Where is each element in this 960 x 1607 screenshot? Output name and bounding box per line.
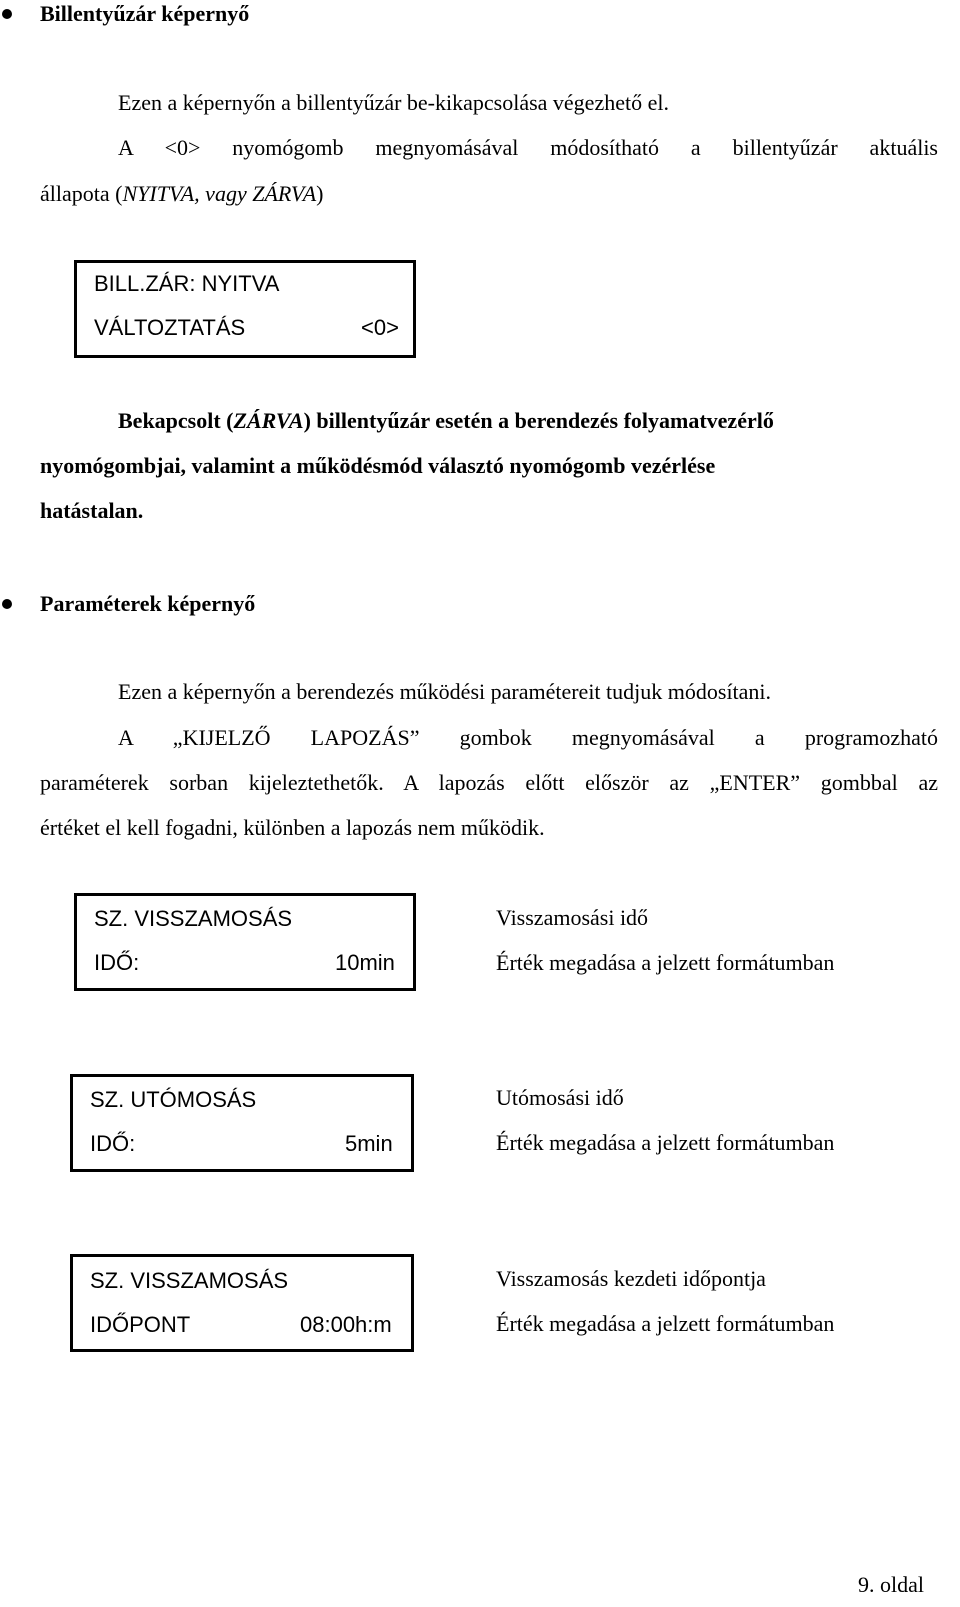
display-screen [74, 893, 416, 991]
display-label: IDŐPONT [90, 1312, 191, 1337]
paragraph-intro: Ezen a képernyőn a billentyűzár be-kikapcsolása végezhető el. [118, 90, 669, 115]
display-line: SZ. VISSZAMOSÁS [90, 1268, 289, 1293]
display-value: 5min [345, 1131, 393, 1156]
display-line: BILL.ZÁR: NYITVA [94, 271, 280, 296]
screen-description-title: Visszamosás kezdeti időpontja [496, 1266, 766, 1291]
bullet-icon [2, 9, 12, 19]
note-line: nyomógombjai, valamint a működésmód választó nyomógomb vezérlése [40, 453, 716, 478]
section-heading-keylock: Billentyűzár képernyő [40, 1, 250, 26]
note-line: Bekapcsolt (ZÁRVA) billentyűzár esetén a berendezés folyamatvezérlő [118, 408, 774, 433]
display-line: SZ. VISSZAMOSÁS [94, 906, 293, 931]
screen-description-text: Érték megadása a jelzett formátumban [496, 1130, 835, 1155]
paragraph-line: A „KIJELZŐ LAPOZÁS” gombok megnyomásával a programozható [118, 725, 938, 750]
paragraph-line: paraméterek sorban kijeleztethetők. A lapozás előtt először az „ENTER” gombbal az [40, 770, 938, 795]
display-screen [70, 1254, 414, 1352]
paragraph-line: A <0> nyomógomb megnyomásával módosítható a billentyűzár aktuális [118, 135, 938, 160]
display-value: <0> [361, 315, 399, 340]
display-screen [74, 260, 416, 358]
bullet-icon [2, 599, 12, 609]
screen-description-title: Utómosási idő [496, 1085, 624, 1110]
paragraph-line: értéket el kell fogadni, különben a lapozás nem működik. [40, 815, 545, 840]
screen-description-title: Visszamosási idő [496, 905, 649, 930]
paragraph-intro: Ezen a képernyőn a berendezés működési paramétereit tudjuk módosítani. [118, 679, 772, 704]
display-value: 08:00h:m [300, 1312, 392, 1337]
note-line: hatástalan. [40, 498, 144, 523]
paragraph-line: állapota (NYITVA, vagy ZÁRVA) [40, 181, 324, 206]
display-screen [70, 1074, 414, 1172]
screen-description-text: Érték megadása a jelzett formátumban [496, 950, 835, 975]
screen-description-text: Érték megadása a jelzett formátumban [496, 1311, 835, 1336]
page-number: 9. oldal [858, 1572, 924, 1597]
section-heading-parameters: Paraméterek képernyő [40, 591, 256, 616]
display-label: IDŐ: [90, 1131, 136, 1156]
display-value: 10min [335, 950, 395, 975]
display-label: VÁLTOZTATÁS [94, 315, 246, 340]
display-label: IDŐ: [94, 950, 140, 975]
display-line: SZ. UTÓMOSÁS [90, 1087, 257, 1112]
